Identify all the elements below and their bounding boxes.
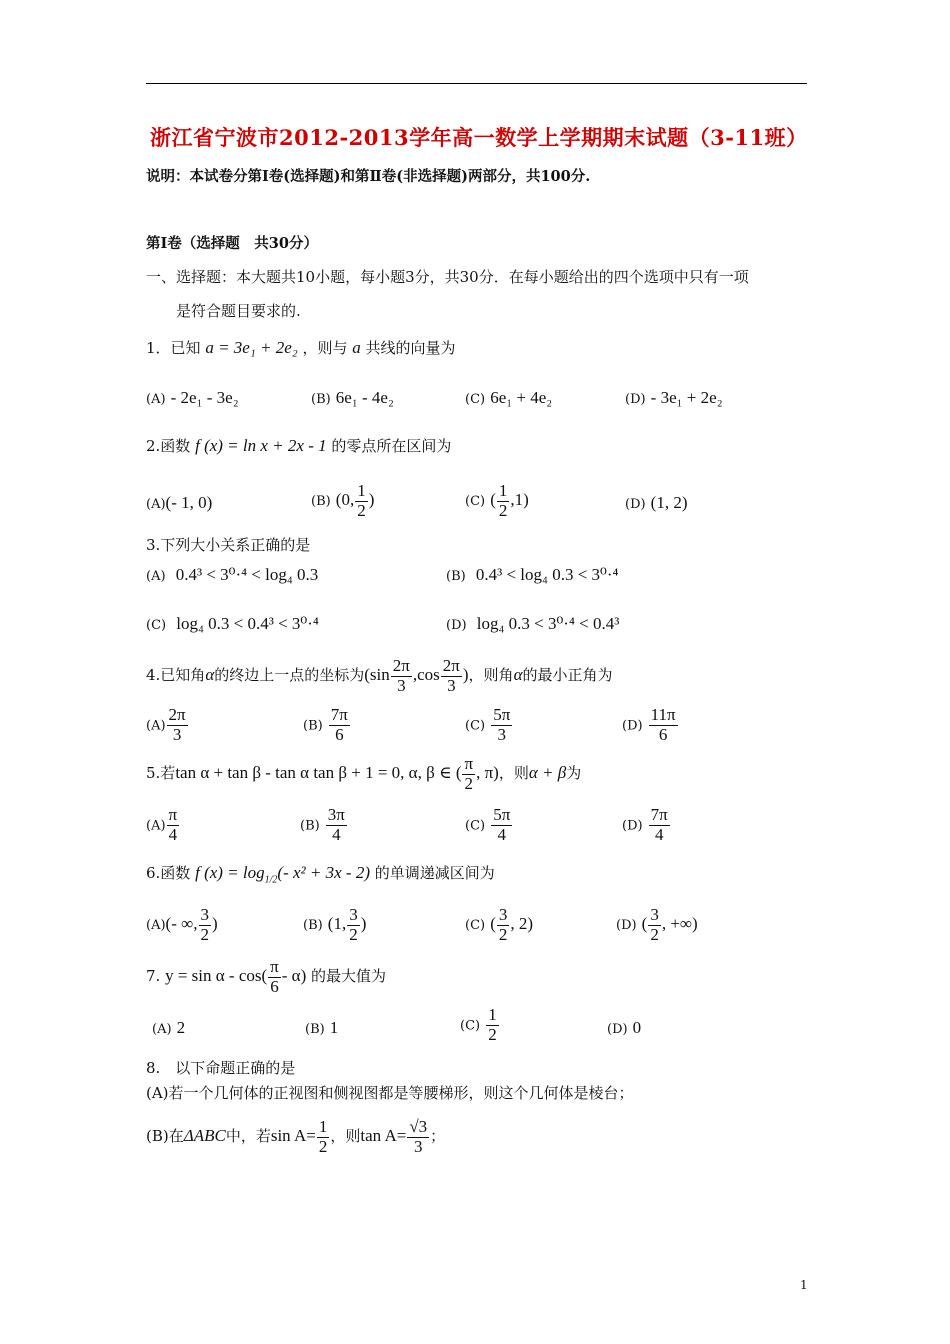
log-base: 1/2 bbox=[264, 874, 278, 886]
option-text: (1, 2) bbox=[650, 493, 688, 512]
q1-option-d bbox=[625, 388, 723, 408]
exam-note: 说明：本试卷分第Ⅰ卷(选择题)和第Ⅱ卷(非选择题)两部分，共100分. bbox=[146, 168, 591, 185]
option-label: (A) bbox=[146, 818, 166, 834]
option-text: 0.4³ < log₄ 0.3 < 3⁰·⁴ bbox=[475, 565, 619, 584]
question-5-stem bbox=[146, 755, 581, 793]
frac-num: 3 bbox=[650, 905, 659, 924]
option-text: log₄ 0.3 < 0.4³ < 3⁰·⁴ bbox=[176, 614, 319, 633]
q1-var: a bbox=[352, 338, 361, 357]
option-text: 0.4³ < 3⁰·⁴ < log₄ 0.3 bbox=[175, 565, 319, 584]
q2-option-c bbox=[465, 482, 529, 520]
q2-option-b bbox=[311, 482, 374, 520]
frac-den: 3 bbox=[447, 675, 456, 695]
frac-num: 1 bbox=[357, 481, 366, 500]
option-text: 6e₁ - 4e₂ bbox=[335, 388, 394, 407]
question-1-stem bbox=[146, 337, 456, 358]
q1-stem-b: ，则与 bbox=[302, 339, 348, 357]
option-label: (B) bbox=[311, 392, 331, 407]
option-label: (B) bbox=[311, 494, 331, 510]
option-pre: (0, bbox=[335, 490, 355, 510]
option-label: (C) bbox=[465, 818, 486, 834]
q6-stem-a: 6.函数 bbox=[146, 864, 191, 882]
question-3-stem: 3.下列大小关系正确的是 bbox=[146, 536, 311, 554]
option-text: 6e₁ + 4e₂ bbox=[490, 388, 553, 407]
option-label: (A) bbox=[146, 918, 166, 934]
q7-option-a bbox=[152, 1018, 185, 1038]
q6-option-b bbox=[303, 906, 366, 944]
option-label: (B) bbox=[303, 718, 323, 734]
alpha-symbol: α bbox=[205, 665, 215, 685]
q1-option-b bbox=[311, 388, 394, 408]
q4-option-a bbox=[146, 706, 189, 744]
frac-den: 4 bbox=[168, 824, 178, 844]
question-7-stem bbox=[146, 958, 386, 996]
q6-option-d bbox=[616, 906, 698, 944]
option-label: (B) bbox=[446, 569, 466, 584]
q1-option-c bbox=[465, 388, 552, 408]
option-label: (C) bbox=[460, 1018, 481, 1034]
option-label: (A) bbox=[146, 497, 166, 512]
q8-tan: tan A= bbox=[360, 1126, 407, 1146]
option-text: 1 bbox=[329, 1018, 339, 1037]
frac-den: 2 bbox=[464, 773, 474, 793]
q5-option-d bbox=[622, 806, 671, 844]
q7-stem-b: 的最大值为 bbox=[311, 967, 387, 986]
option-pre: ( bbox=[490, 490, 496, 510]
frac-num: 5π bbox=[493, 705, 511, 724]
frac-num: √3 bbox=[409, 1117, 428, 1136]
option-text: 0 bbox=[632, 1018, 642, 1037]
q4-option-c bbox=[465, 706, 513, 744]
frac-num: 3π bbox=[327, 805, 345, 824]
option-text: (- 1, 0) bbox=[165, 493, 213, 512]
option-label: (A) bbox=[146, 718, 166, 734]
option-label: (D) bbox=[625, 497, 646, 512]
option-label: (D) bbox=[446, 618, 467, 633]
q3-option-b bbox=[446, 565, 618, 585]
frac-num: 2π bbox=[392, 656, 410, 675]
q2-option-d bbox=[625, 493, 688, 513]
question-4-stem bbox=[146, 657, 613, 695]
frac-num: π bbox=[168, 805, 178, 824]
q4-cos: ,cos bbox=[412, 665, 440, 685]
option-label: (C) bbox=[146, 618, 167, 633]
question-2-stem bbox=[146, 435, 451, 456]
frac-den: 6 bbox=[270, 976, 279, 996]
frac-den: 2 bbox=[498, 500, 508, 520]
q4-end: ) bbox=[462, 665, 469, 685]
frac-den: 4 bbox=[332, 824, 341, 844]
option-label: (D) bbox=[607, 1022, 628, 1037]
triangle-abc: ΔABC bbox=[183, 1126, 226, 1146]
q4-stem-c: ，则角 bbox=[468, 666, 514, 685]
section-instructions-line1: 一、选择题：本大题共10小题，每小题3分，共30分．在每小题给出的四个选项中只有一项 bbox=[146, 268, 749, 286]
frac-num: 2π bbox=[168, 705, 186, 724]
q3-option-c bbox=[146, 614, 319, 634]
frac-num: 5π bbox=[493, 805, 511, 824]
option-text: - 3e₁ + 2e₂ bbox=[650, 388, 723, 407]
frac-num: 3 bbox=[349, 905, 358, 924]
q4-option-b bbox=[303, 706, 351, 744]
frac-den: 2 bbox=[200, 924, 209, 944]
frac-num: 2π bbox=[442, 656, 460, 675]
frac-num: 1 bbox=[318, 1117, 328, 1136]
q5-stem-b: ，则 bbox=[498, 764, 529, 783]
section-instructions-line2: 是符合题目要求的. bbox=[176, 302, 301, 320]
option-label: (D) bbox=[622, 718, 643, 734]
q6-option-c bbox=[465, 906, 533, 944]
q7-option-d bbox=[607, 1018, 641, 1038]
q5-option-a bbox=[146, 806, 180, 844]
q5-stem-a: 5.若 bbox=[146, 764, 176, 783]
frac-den: 6 bbox=[658, 724, 668, 744]
option-post: ) bbox=[212, 914, 218, 934]
q5-sum: α + β bbox=[528, 763, 567, 783]
frac-den: 6 bbox=[335, 724, 344, 744]
q2-stem-a: 2.函数 bbox=[146, 437, 191, 455]
frac-den: 3 bbox=[397, 675, 406, 695]
frac-num: 1 bbox=[498, 481, 508, 500]
q7-option-c bbox=[460, 1006, 500, 1044]
frac-num: 7π bbox=[330, 705, 348, 724]
header-rule bbox=[146, 83, 807, 84]
q5-option-b bbox=[300, 806, 348, 844]
frac-den: 4 bbox=[654, 824, 664, 844]
frac-den: 2 bbox=[650, 924, 659, 944]
q6-expr-b: (- x² + 3x - 2) bbox=[277, 863, 370, 882]
q2-expr: f (x) = ln x + 2x - 1 bbox=[195, 436, 327, 455]
document-title: 浙江省宁波市2012-2013学年高一数学上学期期末试题（3-11班） bbox=[150, 125, 808, 150]
frac-den: 3 bbox=[172, 724, 182, 744]
frac-num: 3 bbox=[200, 905, 209, 924]
frac-num: π bbox=[270, 957, 279, 976]
q7-option-b bbox=[305, 1018, 338, 1038]
option-post: ) bbox=[368, 490, 375, 510]
q8-option-b bbox=[146, 1118, 445, 1156]
frac-den: 3 bbox=[497, 724, 506, 744]
frac-num: 1 bbox=[488, 1005, 497, 1024]
q8-optb-end: ； bbox=[430, 1127, 446, 1146]
q2-stem-b: 的零点所在区间为 bbox=[331, 437, 452, 455]
q6-expr-a: f (x) = log bbox=[195, 863, 265, 882]
option-pre: (- ∞, bbox=[165, 914, 198, 934]
q8-optb-b: 中，若 bbox=[225, 1127, 271, 1146]
q3-option-a bbox=[146, 565, 318, 585]
option-post: , 2) bbox=[510, 914, 534, 934]
q1-option-a bbox=[146, 388, 239, 408]
q5-expr-end: , π) bbox=[476, 763, 499, 783]
q8-option-a: (A)若一个几何体的正视图和侧视图都是等腰梯形，则这个几何体是棱台； bbox=[146, 1084, 634, 1102]
q4-stem-a: 4.已知角 bbox=[146, 666, 206, 685]
alpha-symbol: α bbox=[513, 665, 523, 685]
frac-den: 3 bbox=[414, 1136, 423, 1156]
q4-sin: (sin bbox=[364, 665, 390, 685]
frac-num: π bbox=[464, 754, 474, 773]
frac-den: 2 bbox=[488, 1024, 497, 1044]
frac-den: 4 bbox=[497, 824, 506, 844]
option-pre: ( bbox=[641, 914, 648, 934]
frac-num: 3 bbox=[498, 905, 508, 924]
option-post: , +∞) bbox=[661, 914, 698, 934]
option-label: (C) bbox=[465, 494, 486, 510]
option-label: (C) bbox=[465, 918, 486, 934]
option-post: ,1) bbox=[510, 490, 529, 510]
q6-stem-b: 的单调递减区间为 bbox=[374, 864, 495, 882]
frac-den: 2 bbox=[498, 924, 508, 944]
option-label: (A) bbox=[146, 569, 166, 584]
q5-expr: tan α + tan β - tan α tan β + 1 = 0, α, β ∈ ( bbox=[175, 763, 462, 783]
option-post: ) bbox=[360, 914, 367, 934]
q5-stem-c: 为 bbox=[566, 764, 582, 783]
q1-stem-c: 共线的向量为 bbox=[365, 339, 456, 357]
question-8-stem: 8. 以下命题正确的是 bbox=[146, 1059, 296, 1077]
option-pre: (1, bbox=[327, 914, 347, 934]
option-label: (A) bbox=[146, 392, 166, 407]
q1-expr: a = 3e₁ + 2e₂ bbox=[205, 338, 298, 357]
option-text: - 2e₁ - 3e₂ bbox=[170, 388, 239, 407]
q8-sin: sin A= bbox=[270, 1126, 316, 1146]
q8-optb-a: (B)在 bbox=[146, 1127, 184, 1146]
option-label: (D) bbox=[616, 918, 637, 934]
q3-option-d bbox=[446, 614, 619, 634]
option-label: (D) bbox=[622, 818, 643, 834]
q7-expr-b: - α) bbox=[281, 966, 307, 986]
frac-num: 7π bbox=[650, 805, 668, 824]
q5-option-c bbox=[465, 806, 513, 844]
frac-den: 2 bbox=[357, 500, 366, 520]
option-label: (A) bbox=[152, 1022, 172, 1037]
option-label: (B) bbox=[300, 818, 320, 834]
q4-stem-d: 的最小正角为 bbox=[522, 666, 613, 685]
option-text: log₄ 0.3 < 3⁰·⁴ < 0.4³ bbox=[476, 614, 620, 633]
q1-stem-a: 1．已知 bbox=[146, 339, 201, 357]
frac-num: 11π bbox=[650, 705, 676, 724]
q4-option-d bbox=[622, 706, 679, 744]
option-label: (D) bbox=[625, 392, 646, 407]
option-label: (C) bbox=[465, 392, 486, 407]
frac-den: 2 bbox=[318, 1136, 328, 1156]
q2-option-a bbox=[146, 493, 212, 513]
q6-option-a bbox=[146, 906, 218, 944]
option-pre: ( bbox=[490, 914, 496, 934]
option-label: (C) bbox=[465, 718, 486, 734]
option-text: 2 bbox=[176, 1018, 186, 1037]
page-number: 1 bbox=[800, 1278, 808, 1292]
question-6-stem bbox=[146, 862, 495, 885]
frac-den: 2 bbox=[349, 924, 358, 944]
option-label: (B) bbox=[303, 918, 323, 934]
q8-optb-c: ，则 bbox=[330, 1127, 361, 1146]
option-label: (B) bbox=[305, 1022, 325, 1037]
q7-expr-a: y = sin α - cos( bbox=[165, 966, 268, 986]
q7-stem-a: 7. bbox=[146, 967, 161, 986]
part-heading: 第Ⅰ卷（选择题 共30分） bbox=[146, 235, 318, 252]
q4-stem-b: 的终边上一点的坐标为 bbox=[214, 666, 365, 685]
